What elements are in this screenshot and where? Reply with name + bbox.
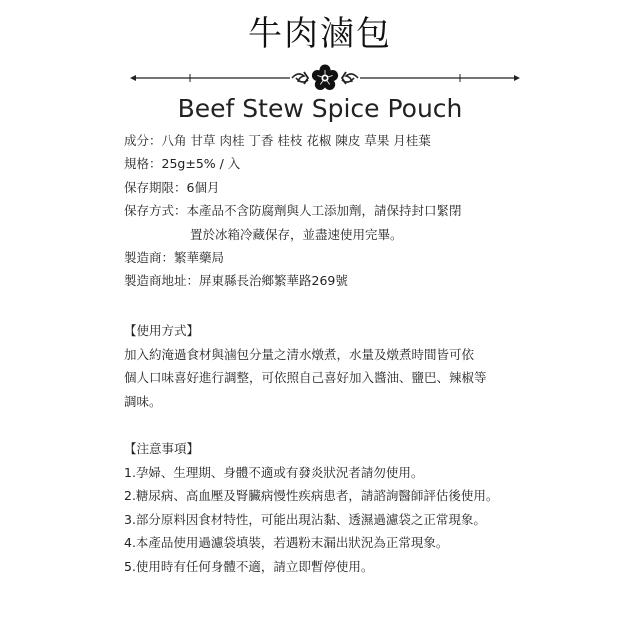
flower-ornament-icon <box>312 65 338 91</box>
notes-item: 1.孕婦、生理期、身體不適或有發炎狀況者請勿使用。 <box>124 464 424 480</box>
ornamental-divider <box>130 62 520 94</box>
storage-line-2: 置於冰箱冷藏保存，並盡速使用完畢。 <box>190 226 403 242</box>
notes-item: 5.使用時有任何身體不適，請立即暫停使用。 <box>124 558 374 574</box>
spec-line: 規格：25g±5% / 入 <box>124 156 241 172</box>
notes-item: 2.糖尿病、高血壓及腎臟病慢性疾病患者，請諮詢醫師評估後使用。 <box>124 488 499 503</box>
maker-line: 製造商：繁華藥局 <box>124 249 225 265</box>
notes-heading: 【注意事項】 <box>124 441 200 456</box>
storage-line-1: 保存方式：本產品不含防腐劑與人工添加劑，請保持封口緊閉 <box>124 203 462 219</box>
usage-heading: 【使用方式】 <box>124 323 200 338</box>
product-info <box>124 129 624 293</box>
page-title-english: Beef Stew Spice Pouch <box>177 94 463 123</box>
usage-text-line-3: 調味。 <box>124 393 162 409</box>
notes-section <box>124 437 624 578</box>
shelf-life-line: 保存期限：6個月 <box>124 179 220 195</box>
usage-section <box>124 319 624 413</box>
address-line: 製造商地址：屏東縣長治鄉繁華路269號 <box>124 273 348 289</box>
ingredients-line: 成分：八角 甘草 肉桂 丁香 桂枝 花椒 陳皮 草果 月桂葉 <box>124 133 431 148</box>
notes-item: 3.部分原料因食材特性，可能出現沾黏、透濕過濾袋之正常現象。 <box>124 511 486 527</box>
page-title-chinese: 牛肉滷包 <box>248 14 392 54</box>
usage-text-line-1: 加入約淹過食材與滷包分量之清水燉煮，水量及燉煮時間皆可依 <box>124 346 475 362</box>
usage-text-line-2: 個人口味喜好進行調整，可依照自己喜好加入醬油、鹽巴、辣椒等 <box>124 370 487 385</box>
notes-item: 4.本產品使用過濾袋填裝，若遇粉末漏出狀況為正常現象。 <box>124 535 449 550</box>
